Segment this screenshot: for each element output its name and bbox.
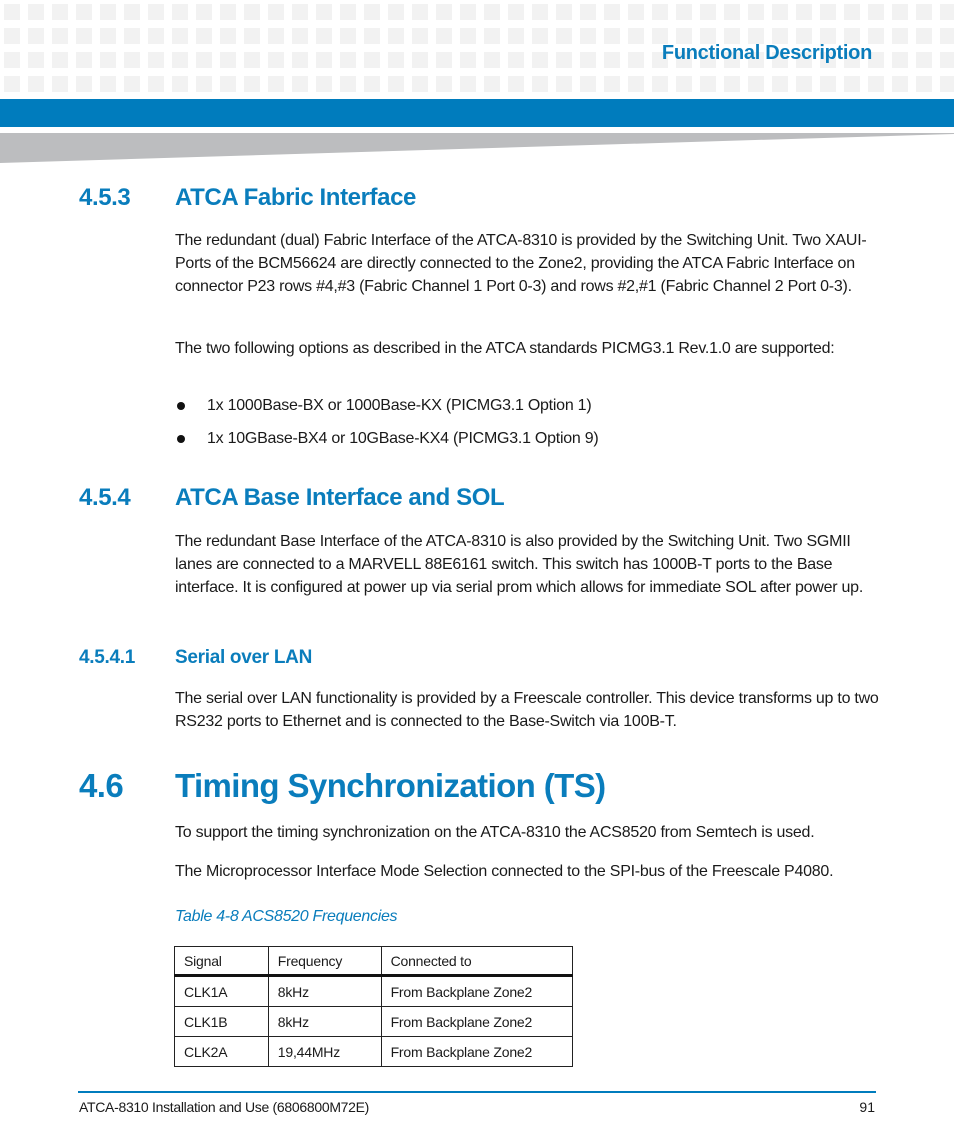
paragraph: The redundant (dual) Fabric Interface of the ATCA-8310 is provided by the Switching Unit. Two XAUI-Ports of the BCM56624 are directly connected to the Zone2, providing the ATCA Fabric Interface on connector P23 rows #4,#3 (Fabric Channel 1 Port 0-3) and rows #2,#1 (Fabric Channel 2 Port 0-3). <box>175 232 867 295</box>
paragraph: The Microprocessor Interface Mode Selection connected to the SPI-bus of the Freescale P4080. <box>175 863 834 880</box>
table-cell: 8kHz <box>268 976 381 1007</box>
paragraph: To support the timing synchronization on the ATCA-8310 the ACS8520 from Semtech is used. <box>175 824 815 841</box>
table-cell: From Backplane Zone2 <box>381 1007 572 1037</box>
section-number: 4.5.4.1 <box>79 647 136 668</box>
section-title: ATCA Fabric Interface <box>175 184 416 211</box>
table-row <box>175 976 573 1007</box>
page-number: 91 <box>859 1099 875 1115</box>
table-cell: 19,44MHz <box>268 1037 381 1067</box>
section-number: 4.5.3 <box>79 184 131 211</box>
footer-document-title: ATCA-8310 Installation and Use (6806800M72E) <box>79 1099 370 1115</box>
section-number: 4.6 <box>79 767 124 804</box>
section-title: ATCA Base Interface and SOL <box>175 484 505 511</box>
frequencies-table <box>174 946 573 1067</box>
header-gray-wedge <box>0 133 954 164</box>
paragraph: The redundant Base Interface of the ATCA-8310 is also provided by the Switching Unit. Two SGMII lanes are connected to a MARVELL 88E6161 switch. This switch has 1000B-T ports to the Base interface. It is configured at power up via serial prom which allows for immediate SOL after power up. <box>175 533 864 596</box>
table-header-row <box>175 947 573 976</box>
footer-rule <box>78 1091 876 1093</box>
section-title: Serial over LAN <box>175 647 312 668</box>
header-blue-band <box>0 99 954 127</box>
running-section-title: Functional Description <box>661 42 872 64</box>
table-cell: From Backplane Zone2 <box>381 1037 572 1067</box>
table-cell: From Backplane Zone2 <box>381 976 572 1007</box>
table-caption: Table 4-8 ACS8520 Frequencies <box>175 908 398 925</box>
column-header: Signal <box>175 947 269 976</box>
table-cell: CLK1B <box>175 1007 269 1037</box>
table-cell: CLK2A <box>175 1037 269 1067</box>
column-header: Connected to <box>381 947 572 976</box>
column-header: Frequency <box>268 947 381 976</box>
bullet-icon <box>177 402 185 410</box>
table-row <box>175 1037 573 1067</box>
table-cell: CLK1A <box>175 976 269 1007</box>
table-cell: 8kHz <box>268 1007 381 1037</box>
paragraph: The two following options as described in the ATCA standards PICMG3.1 Rev.1.0 are supported: <box>175 340 835 357</box>
paragraph: The serial over LAN functionality is provided by a Freescale controller. This device transforms up to two RS232 ports to Ethernet and is connected to the Base-Switch via 100B-T. <box>175 690 879 730</box>
section-number: 4.5.4 <box>79 484 131 511</box>
bullet-icon <box>177 435 185 443</box>
section-title: Timing Synchronization (TS) <box>175 767 606 804</box>
table-row <box>175 1007 573 1037</box>
